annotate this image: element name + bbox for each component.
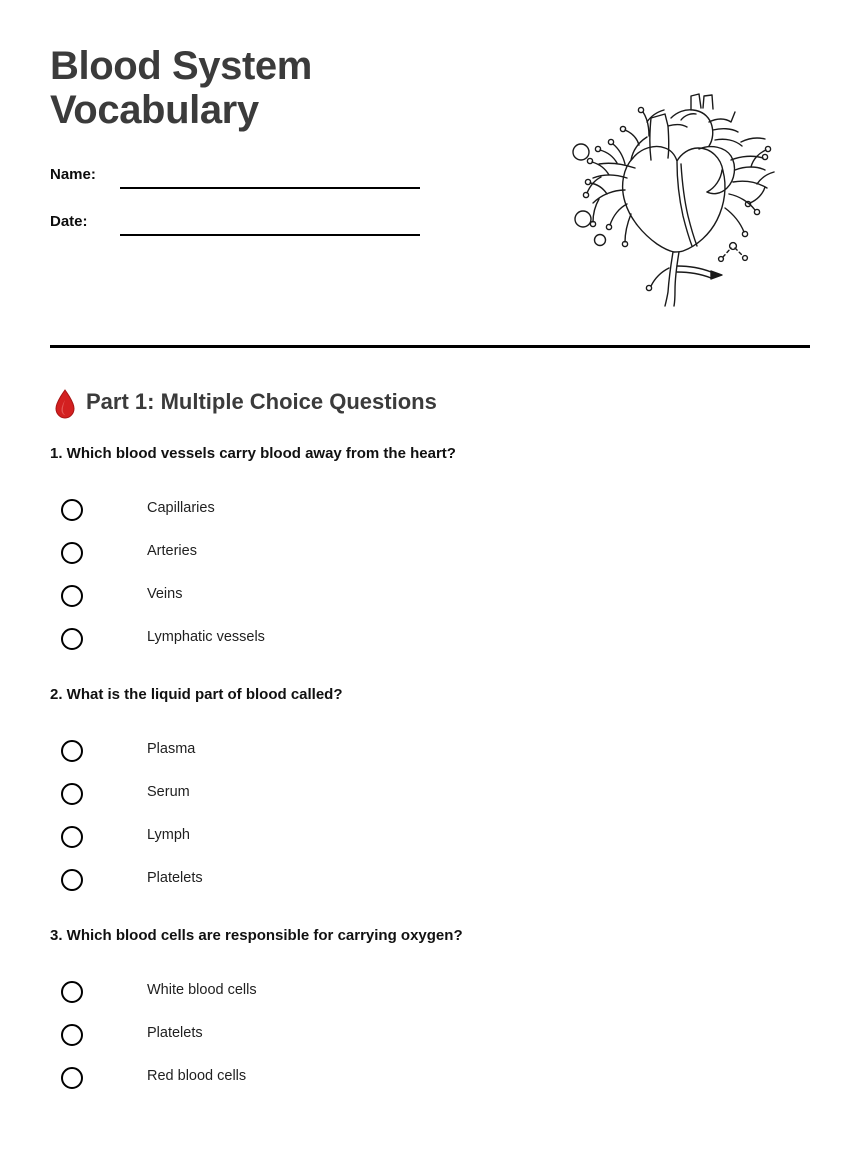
option-row-1-2[interactable] <box>50 536 810 579</box>
option-row-1-4[interactable] <box>50 622 810 665</box>
question-text-3: 3. Which blood cells are responsible for carrying oxygen? <box>50 927 463 944</box>
option-row-2-4[interactable] <box>50 863 810 906</box>
option-row-3-2[interactable] <box>50 1018 810 1061</box>
date-field-row <box>50 207 430 254</box>
name-input-line[interactable] <box>120 187 420 189</box>
option-label: Lymphatic vessels <box>147 629 265 645</box>
radio-circle-icon[interactable] <box>61 740 83 762</box>
option-label: White blood cells <box>147 982 257 998</box>
date-input-line[interactable] <box>120 234 420 236</box>
radio-circle-icon[interactable] <box>61 1024 83 1046</box>
option-row-3-1[interactable] <box>50 975 810 1018</box>
option-row-2-3[interactable] <box>50 820 810 863</box>
name-field-row <box>50 160 430 207</box>
blood-drop-icon <box>54 389 76 419</box>
student-info-fields <box>50 160 430 254</box>
name-field-label: Name: <box>50 166 96 183</box>
question-block-3 <box>50 925 810 1104</box>
radio-circle-icon[interactable] <box>61 826 83 848</box>
radio-circle-icon[interactable] <box>61 981 83 1003</box>
question-block-1 <box>50 443 810 665</box>
radio-circle-icon[interactable] <box>61 628 83 650</box>
option-label: Serum <box>147 784 190 800</box>
question-text-2: 2. What is the liquid part of blood called? <box>50 686 343 703</box>
section-title: Part 1: Multiple Choice Questions <box>86 389 437 414</box>
page-title: Blood System Vocabulary <box>50 44 312 132</box>
option-row-1-1[interactable] <box>50 493 810 536</box>
option-label: Red blood cells <box>147 1068 247 1084</box>
option-row-2-1[interactable] <box>50 734 810 777</box>
option-label: Platelets <box>147 1025 203 1041</box>
radio-circle-icon[interactable] <box>61 585 83 607</box>
option-label: Capillaries <box>147 500 215 516</box>
questions-list <box>50 443 810 1123</box>
option-row-3-3[interactable] <box>50 1061 810 1104</box>
radio-circle-icon[interactable] <box>61 783 83 805</box>
option-label: Plasma <box>147 741 196 757</box>
radio-circle-icon[interactable] <box>61 499 83 521</box>
radio-circle-icon[interactable] <box>61 869 83 891</box>
anatomical-heart-icon <box>565 82 780 307</box>
question-text-1: 1. Which blood vessels carry blood away from the heart? <box>50 445 456 462</box>
section-heading <box>50 386 750 422</box>
radio-circle-icon[interactable] <box>61 1067 83 1089</box>
option-label: Veins <box>147 586 183 602</box>
option-row-2-2[interactable] <box>50 777 810 820</box>
option-label: Lymph <box>147 827 190 843</box>
question-block-2 <box>50 684 810 906</box>
option-row-1-3[interactable] <box>50 579 810 622</box>
date-field-label: Date: <box>50 213 88 230</box>
option-label: Arteries <box>147 543 197 559</box>
option-label: Platelets <box>147 870 203 886</box>
radio-circle-icon[interactable] <box>61 542 83 564</box>
section-divider <box>50 345 810 348</box>
